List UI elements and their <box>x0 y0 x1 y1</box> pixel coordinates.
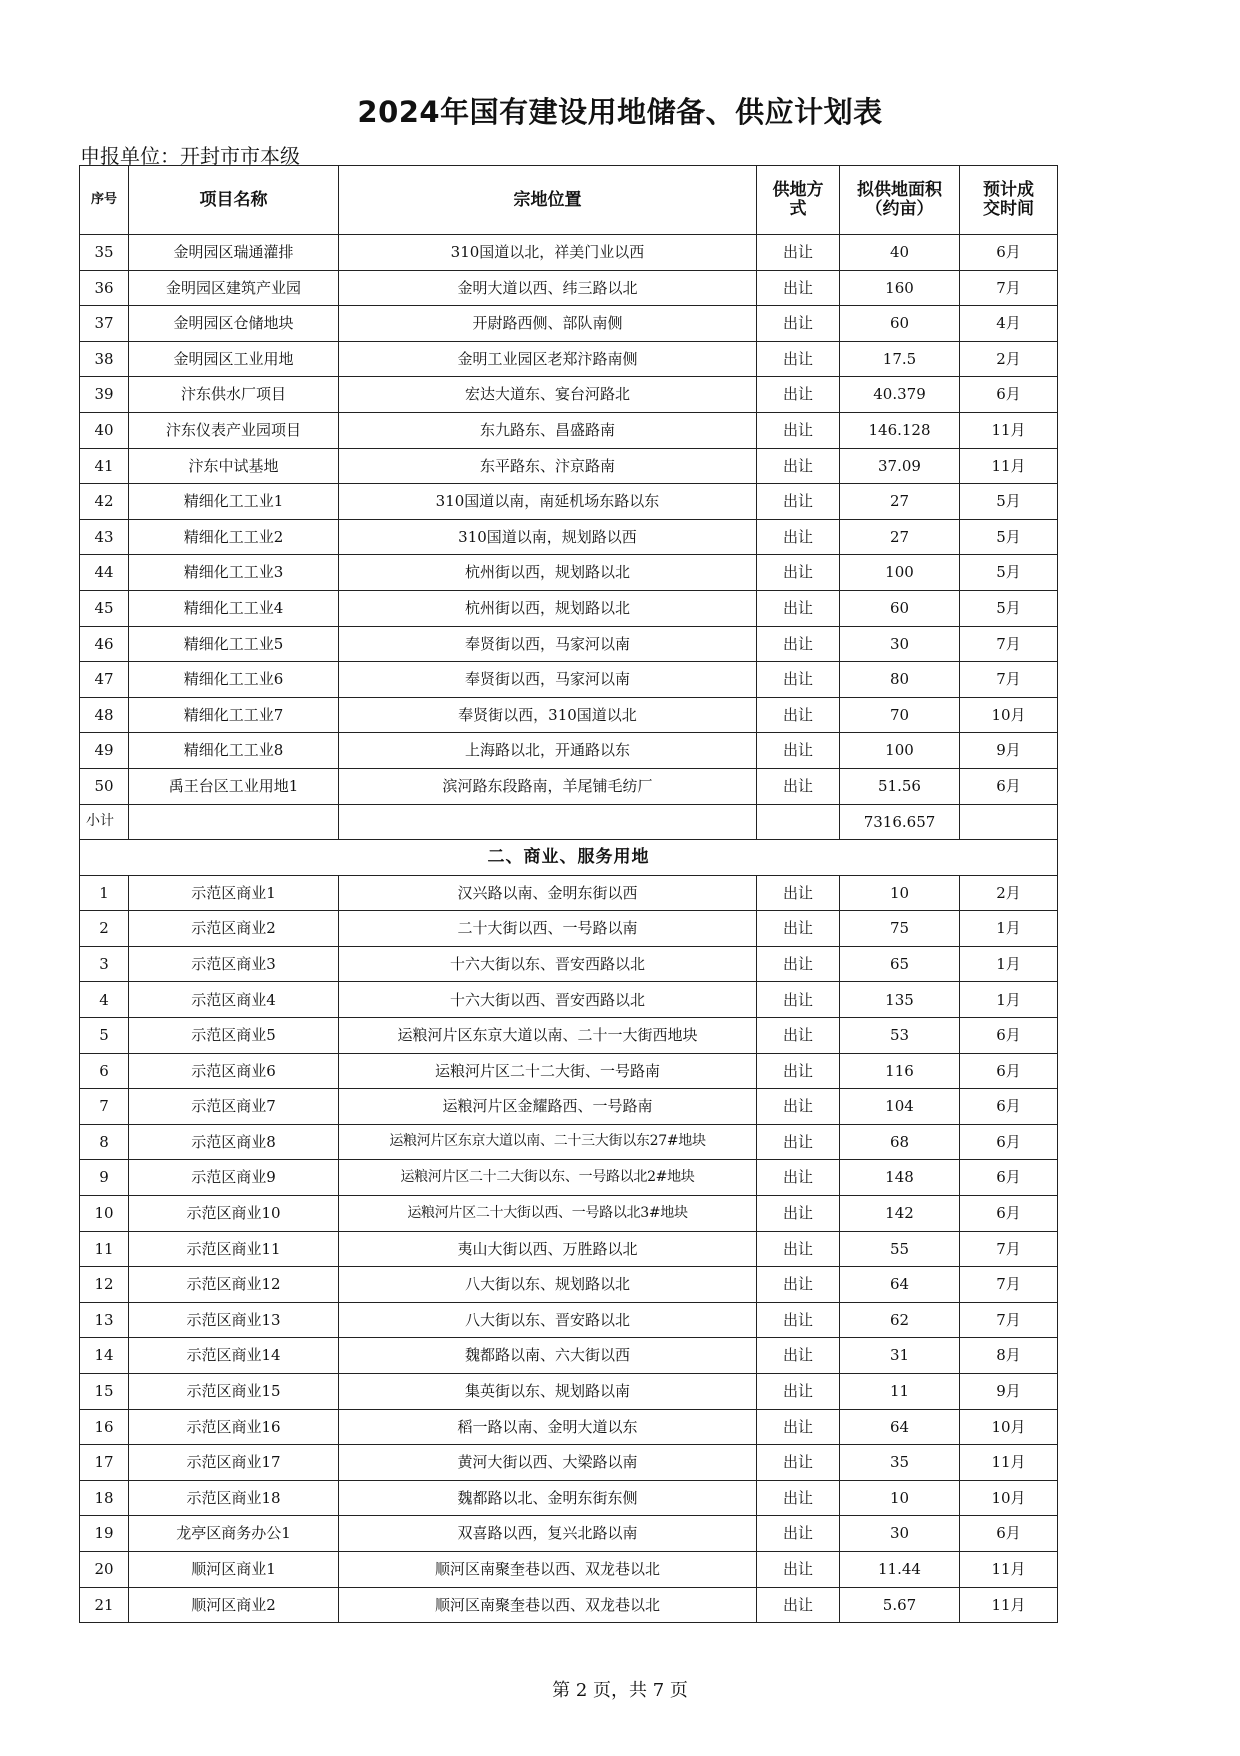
cell-method: 出让 <box>757 697 840 733</box>
cell-method: 出让 <box>757 519 840 555</box>
table-row <box>80 1338 1058 1374</box>
table-row <box>80 1374 1058 1410</box>
cell-seq: 46 <box>80 626 129 662</box>
cell-seq: 13 <box>80 1302 129 1338</box>
cell-seq: 49 <box>80 733 129 769</box>
cell-location: 集英街以东、规划路以南 <box>339 1374 757 1410</box>
cell-method: 出让 <box>757 662 840 698</box>
table-row <box>80 697 1058 733</box>
cell-name: 示范区商业2 <box>129 911 339 947</box>
table-row <box>80 448 1058 484</box>
cell-time: 1月 <box>960 911 1058 947</box>
cell-seq: 37 <box>80 306 129 342</box>
cell-method: 出让 <box>757 235 840 271</box>
cell-location: 金明工业园区老郑汴路南侧 <box>339 341 757 377</box>
cell-time: 10月 <box>960 1480 1058 1516</box>
cell-location: 开尉路西侧、部队南侧 <box>339 306 757 342</box>
cell-area: 30 <box>840 1516 960 1552</box>
cell-location: 金明大道以西、纬三路以北 <box>339 270 757 306</box>
cell-seq: 1 <box>80 875 129 911</box>
cell-location: 运粮河片区金耀路西、一号路南 <box>339 1089 757 1125</box>
table-row <box>80 946 1058 982</box>
cell-name: 示范区商业12 <box>129 1267 339 1303</box>
cell-seq: 10 <box>80 1196 129 1232</box>
table-row <box>80 1196 1058 1232</box>
table-row <box>80 341 1058 377</box>
cell-location: 十六大街以西、晋安西路以北 <box>339 982 757 1018</box>
cell-method: 出让 <box>757 1338 840 1374</box>
cell-name: 金明园区仓储地块 <box>129 306 339 342</box>
cell-area: 11.44 <box>840 1551 960 1587</box>
cell-method: 出让 <box>757 412 840 448</box>
cell-time: 9月 <box>960 733 1058 769</box>
cell-area: 62 <box>840 1302 960 1338</box>
table-row <box>80 1124 1058 1160</box>
header-seq: 序号 <box>80 166 129 235</box>
cell-seq: 15 <box>80 1374 129 1410</box>
cell-area: 51.56 <box>840 768 960 804</box>
cell-name: 示范区商业10 <box>129 1196 339 1232</box>
cell-time: 6月 <box>960 1516 1058 1552</box>
cell-time: 11月 <box>960 1587 1058 1623</box>
cell-name: 精细化工工业4 <box>129 590 339 626</box>
cell-location: 十六大街以东、晋安西路以北 <box>339 946 757 982</box>
cell-location: 双喜路以西，复兴北路以南 <box>339 1516 757 1552</box>
table-row <box>80 1516 1058 1552</box>
cell-seq: 48 <box>80 697 129 733</box>
cell-method: 出让 <box>757 1160 840 1196</box>
cell-method: 出让 <box>757 1124 840 1160</box>
cell-method: 出让 <box>757 1516 840 1552</box>
cell-area: 10 <box>840 875 960 911</box>
cell-method: 出让 <box>757 1302 840 1338</box>
header-area: 拟供地面积（约亩） <box>840 166 960 235</box>
cell-name: 示范区商业5 <box>129 1018 339 1054</box>
cell-name: 示范区商业8 <box>129 1124 339 1160</box>
cell-method: 出让 <box>757 1480 840 1516</box>
cell-method: 出让 <box>757 1374 840 1410</box>
cell-location: 黄河大街以西、大梁路以南 <box>339 1445 757 1481</box>
cell-location: 杭州街以西，规划路以北 <box>339 555 757 591</box>
cell-time: 6月 <box>960 235 1058 271</box>
cell-time: 5月 <box>960 519 1058 555</box>
table-row <box>80 1053 1058 1089</box>
cell-location: 运粮河片区二十大街以西、一号路以北3#地块 <box>339 1196 757 1232</box>
cell-location: 稻一路以南、金明大道以东 <box>339 1409 757 1445</box>
cell-area: 160 <box>840 270 960 306</box>
cell-name: 示范区商业18 <box>129 1480 339 1516</box>
cell-name: 示范区商业13 <box>129 1302 339 1338</box>
cell-time: 5月 <box>960 484 1058 520</box>
table-row <box>80 1480 1058 1516</box>
cell-area: 142 <box>840 1196 960 1232</box>
cell-seq: 7 <box>80 1089 129 1125</box>
cell-area: 40.379 <box>840 377 960 413</box>
cell-area: 100 <box>840 555 960 591</box>
cell-area: 30 <box>840 626 960 662</box>
subtotal-empty-time <box>960 804 1058 840</box>
cell-area: 35 <box>840 1445 960 1481</box>
cell-seq: 4 <box>80 982 129 1018</box>
cell-location: 杭州街以西，规划路以北 <box>339 590 757 626</box>
cell-time: 7月 <box>960 1302 1058 1338</box>
cell-method: 出让 <box>757 1587 840 1623</box>
cell-area: 31 <box>840 1338 960 1374</box>
cell-area: 75 <box>840 911 960 947</box>
cell-name: 禹王台区工业用地1 <box>129 768 339 804</box>
cell-method: 出让 <box>757 590 840 626</box>
cell-name: 示范区商业6 <box>129 1053 339 1089</box>
cell-seq: 36 <box>80 270 129 306</box>
cell-name: 精细化工工业6 <box>129 662 339 698</box>
cell-time: 2月 <box>960 341 1058 377</box>
cell-time: 8月 <box>960 1338 1058 1374</box>
table-row <box>80 911 1058 947</box>
cell-name: 精细化工工业1 <box>129 484 339 520</box>
cell-method: 出让 <box>757 1231 840 1267</box>
cell-method: 出让 <box>757 1551 840 1587</box>
cell-seq: 44 <box>80 555 129 591</box>
cell-time: 11月 <box>960 412 1058 448</box>
cell-method: 出让 <box>757 1409 840 1445</box>
cell-name: 示范区商业11 <box>129 1231 339 1267</box>
cell-method: 出让 <box>757 1053 840 1089</box>
table-row <box>80 235 1058 271</box>
cell-name: 金明园区瑞通灌排 <box>129 235 339 271</box>
cell-seq: 3 <box>80 946 129 982</box>
cell-time: 9月 <box>960 1374 1058 1410</box>
cell-seq: 17 <box>80 1445 129 1481</box>
subtotal-empty-method <box>757 804 840 840</box>
cell-area: 55 <box>840 1231 960 1267</box>
cell-area: 68 <box>840 1124 960 1160</box>
cell-name: 汴东仪表产业园项目 <box>129 412 339 448</box>
table-row <box>80 306 1058 342</box>
table-row <box>80 662 1058 698</box>
table-row <box>80 270 1058 306</box>
cell-seq: 2 <box>80 911 129 947</box>
cell-seq: 20 <box>80 1551 129 1587</box>
table-row <box>80 412 1058 448</box>
cell-seq: 45 <box>80 590 129 626</box>
cell-area: 27 <box>840 519 960 555</box>
cell-method: 出让 <box>757 768 840 804</box>
table-row <box>80 626 1058 662</box>
cell-time: 6月 <box>960 1018 1058 1054</box>
cell-area: 100 <box>840 733 960 769</box>
subtotal-area: 7316.657 <box>840 804 960 840</box>
header-name: 项目名称 <box>129 166 339 235</box>
cell-time: 5月 <box>960 590 1058 626</box>
cell-area: 40 <box>840 235 960 271</box>
cell-time: 6月 <box>960 1124 1058 1160</box>
subtotal-empty-location <box>339 804 757 840</box>
page-number: 第 2 页，共 7 页 <box>552 1680 688 1701</box>
cell-name: 示范区商业1 <box>129 875 339 911</box>
cell-seq: 38 <box>80 341 129 377</box>
cell-name: 精细化工工业5 <box>129 626 339 662</box>
cell-area: 53 <box>840 1018 960 1054</box>
cell-location: 东九路东、昌盛路南 <box>339 412 757 448</box>
cell-location: 二十大街以西、一号路以南 <box>339 911 757 947</box>
cell-time: 7月 <box>960 626 1058 662</box>
page-title: 2024年国有建设用地储备、供应计划表 <box>357 95 883 129</box>
cell-location: 魏都路以南、六大街以西 <box>339 1338 757 1374</box>
header-location: 宗地位置 <box>339 166 757 235</box>
cell-name: 汴东供水厂项目 <box>129 377 339 413</box>
cell-area: 17.5 <box>840 341 960 377</box>
table-row <box>80 519 1058 555</box>
cell-time: 6月 <box>960 1160 1058 1196</box>
cell-method: 出让 <box>757 270 840 306</box>
cell-area: 146.128 <box>840 412 960 448</box>
cell-time: 7月 <box>960 270 1058 306</box>
cell-method: 出让 <box>757 982 840 1018</box>
table-row <box>80 1160 1058 1196</box>
land-plan-table <box>79 165 1058 1623</box>
section-title-row <box>80 840 1058 876</box>
cell-time: 7月 <box>960 662 1058 698</box>
cell-name: 精细化工工业8 <box>129 733 339 769</box>
cell-location: 310国道以北，祥美门业以西 <box>339 235 757 271</box>
table-row <box>80 1445 1058 1481</box>
cell-seq: 9 <box>80 1160 129 1196</box>
cell-area: 5.67 <box>840 1587 960 1623</box>
table-row <box>80 1231 1058 1267</box>
section2-title: 二、商业、服务用地 <box>80 840 1058 876</box>
cell-location: 魏都路以北、金明东街东侧 <box>339 1480 757 1516</box>
cell-seq: 12 <box>80 1267 129 1303</box>
cell-name: 示范区商业16 <box>129 1409 339 1445</box>
cell-area: 64 <box>840 1267 960 1303</box>
cell-area: 104 <box>840 1089 960 1125</box>
cell-seq: 40 <box>80 412 129 448</box>
cell-area: 11 <box>840 1374 960 1410</box>
cell-name: 示范区商业7 <box>129 1089 339 1125</box>
cell-seq: 16 <box>80 1409 129 1445</box>
cell-seq: 5 <box>80 1018 129 1054</box>
cell-time: 1月 <box>960 982 1058 1018</box>
cell-time: 2月 <box>960 875 1058 911</box>
cell-time: 10月 <box>960 1409 1058 1445</box>
cell-location: 滨河路东段路南，羊尾铺毛纺厂 <box>339 768 757 804</box>
cell-location: 八大街以东、规划路以北 <box>339 1267 757 1303</box>
cell-seq: 50 <box>80 768 129 804</box>
cell-seq: 41 <box>80 448 129 484</box>
header-time: 预计成交时间 <box>960 166 1058 235</box>
cell-name: 汴东中试基地 <box>129 448 339 484</box>
cell-location: 运粮河片区东京大道以南、二十三大街以东27#地块 <box>339 1124 757 1160</box>
commercial-rows <box>80 875 1058 1622</box>
subtotal-section <box>80 804 1058 875</box>
cell-method: 出让 <box>757 875 840 911</box>
cell-area: 135 <box>840 982 960 1018</box>
cell-location: 顺河区南聚奎巷以西、双龙巷以北 <box>339 1587 757 1623</box>
cell-time: 11月 <box>960 448 1058 484</box>
cell-seq: 6 <box>80 1053 129 1089</box>
cell-method: 出让 <box>757 377 840 413</box>
table-row <box>80 982 1058 1018</box>
cell-location: 奉贤街以西，马家河以南 <box>339 626 757 662</box>
cell-location: 运粮河片区二十二大街以东、一号路以北2#地块 <box>339 1160 757 1196</box>
cell-location: 310国道以南，规划路以西 <box>339 519 757 555</box>
cell-time: 6月 <box>960 1196 1058 1232</box>
cell-seq: 18 <box>80 1480 129 1516</box>
cell-seq: 8 <box>80 1124 129 1160</box>
cell-time: 1月 <box>960 946 1058 982</box>
cell-location: 宏达大道东、宴台河路北 <box>339 377 757 413</box>
cell-name: 精细化工工业7 <box>129 697 339 733</box>
subtotal-row <box>80 804 1058 840</box>
table-row <box>80 1018 1058 1054</box>
cell-name: 示范区商业14 <box>129 1338 339 1374</box>
cell-name: 顺河区商业1 <box>129 1551 339 1587</box>
cell-method: 出让 <box>757 946 840 982</box>
cell-area: 60 <box>840 306 960 342</box>
table-row <box>80 1409 1058 1445</box>
cell-time: 6月 <box>960 768 1058 804</box>
subtotal-label: 小计 <box>80 804 129 840</box>
table-row <box>80 590 1058 626</box>
cell-seq: 42 <box>80 484 129 520</box>
cell-name: 示范区商业15 <box>129 1374 339 1410</box>
table-row <box>80 377 1058 413</box>
cell-time: 6月 <box>960 1053 1058 1089</box>
table-row <box>80 768 1058 804</box>
cell-name: 示范区商业9 <box>129 1160 339 1196</box>
cell-seq: 19 <box>80 1516 129 1552</box>
cell-name: 精细化工工业3 <box>129 555 339 591</box>
table-row <box>80 733 1058 769</box>
cell-location: 运粮河片区东京大道以南、二十一大街西地块 <box>339 1018 757 1054</box>
cell-seq: 39 <box>80 377 129 413</box>
table-row <box>80 1267 1058 1303</box>
cell-name: 金明园区建筑产业园 <box>129 270 339 306</box>
cell-location: 八大街以东、晋安路以北 <box>339 1302 757 1338</box>
table-row <box>80 484 1058 520</box>
header-method: 供地方式 <box>757 166 840 235</box>
cell-method: 出让 <box>757 1196 840 1232</box>
reporting-unit: 申报单位：开封市市本级 <box>80 144 300 168</box>
table-row <box>80 875 1058 911</box>
cell-location: 顺河区南聚奎巷以西、双龙巷以北 <box>339 1551 757 1587</box>
cell-location: 运粮河片区二十二大街、一号路南 <box>339 1053 757 1089</box>
cell-area: 10 <box>840 1480 960 1516</box>
cell-method: 出让 <box>757 555 840 591</box>
cell-area: 60 <box>840 590 960 626</box>
cell-location: 上海路以北，开通路以东 <box>339 733 757 769</box>
industrial-rows <box>80 235 1058 805</box>
cell-name: 示范区商业17 <box>129 1445 339 1481</box>
table-row <box>80 1089 1058 1125</box>
cell-area: 80 <box>840 662 960 698</box>
cell-method: 出让 <box>757 484 840 520</box>
cell-method: 出让 <box>757 1018 840 1054</box>
cell-area: 148 <box>840 1160 960 1196</box>
cell-seq: 43 <box>80 519 129 555</box>
cell-method: 出让 <box>757 733 840 769</box>
cell-name: 示范区商业3 <box>129 946 339 982</box>
cell-area: 64 <box>840 1409 960 1445</box>
table-row <box>80 1551 1058 1587</box>
cell-location: 奉贤街以西，310国道以北 <box>339 697 757 733</box>
cell-method: 出让 <box>757 1089 840 1125</box>
cell-location: 夷山大街以西、万胜路以北 <box>339 1231 757 1267</box>
cell-time: 6月 <box>960 1089 1058 1125</box>
cell-time: 10月 <box>960 697 1058 733</box>
cell-method: 出让 <box>757 306 840 342</box>
cell-seq: 47 <box>80 662 129 698</box>
cell-time: 11月 <box>960 1551 1058 1587</box>
cell-time: 7月 <box>960 1231 1058 1267</box>
cell-location: 汉兴路以南、金明东街以西 <box>339 875 757 911</box>
cell-method: 出让 <box>757 341 840 377</box>
cell-method: 出让 <box>757 1267 840 1303</box>
cell-area: 65 <box>840 946 960 982</box>
cell-seq: 21 <box>80 1587 129 1623</box>
cell-time: 11月 <box>960 1445 1058 1481</box>
cell-method: 出让 <box>757 911 840 947</box>
cell-method: 出让 <box>757 1445 840 1481</box>
subtotal-empty-name <box>129 804 339 840</box>
cell-seq: 14 <box>80 1338 129 1374</box>
cell-method: 出让 <box>757 448 840 484</box>
cell-time: 6月 <box>960 377 1058 413</box>
cell-area: 37.09 <box>840 448 960 484</box>
cell-seq: 11 <box>80 1231 129 1267</box>
cell-time: 7月 <box>960 1267 1058 1303</box>
cell-location: 310国道以南，南延机场东路以东 <box>339 484 757 520</box>
table-row <box>80 555 1058 591</box>
cell-time: 5月 <box>960 555 1058 591</box>
cell-area: 70 <box>840 697 960 733</box>
cell-method: 出让 <box>757 626 840 662</box>
cell-name: 金明园区工业用地 <box>129 341 339 377</box>
cell-location: 东平路东、汴京路南 <box>339 448 757 484</box>
table-row <box>80 1302 1058 1338</box>
cell-area: 116 <box>840 1053 960 1089</box>
cell-seq: 35 <box>80 235 129 271</box>
cell-name: 精细化工工业2 <box>129 519 339 555</box>
cell-location: 奉贤街以西，马家河以南 <box>339 662 757 698</box>
cell-name: 示范区商业4 <box>129 982 339 1018</box>
cell-time: 4月 <box>960 306 1058 342</box>
cell-name: 顺河区商业2 <box>129 1587 339 1623</box>
cell-area: 27 <box>840 484 960 520</box>
table-row <box>80 1587 1058 1623</box>
table-header-row <box>80 166 1058 235</box>
cell-name: 龙亭区商务办公1 <box>129 1516 339 1552</box>
